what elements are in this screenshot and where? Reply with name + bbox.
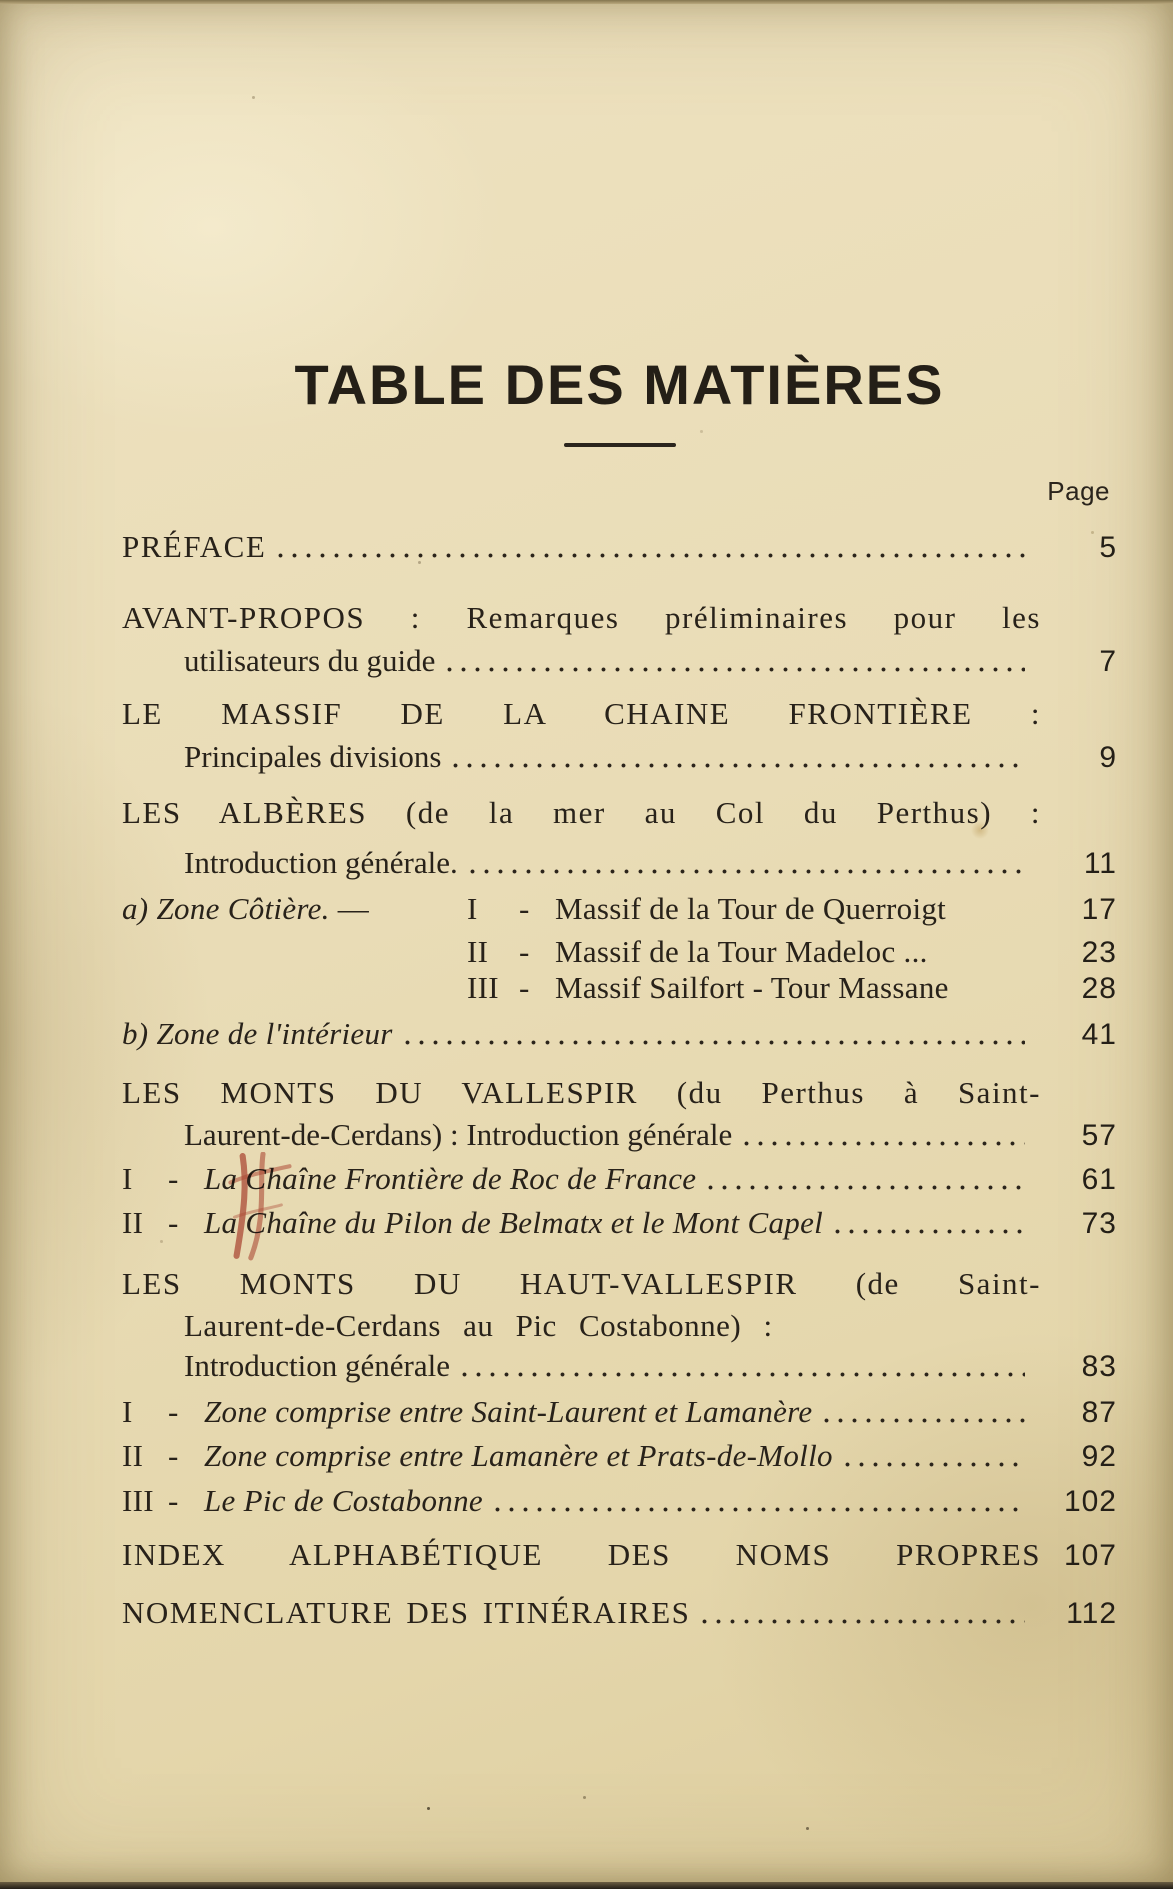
dot-leader: [462, 1372, 1025, 1377]
entry-text-segment: LES ALBÈRES (de la mer au Col du Perthus) :: [122, 795, 1041, 830]
toc-line: [184, 740, 1117, 775]
entry-label: [122, 697, 1041, 731]
entry-text-segment: -: [519, 934, 530, 969]
entry-text-segment: II: [122, 1205, 144, 1240]
toc-entry: [122, 601, 1117, 679]
toc-line: [184, 1118, 1117, 1153]
toc-line: [122, 796, 1117, 830]
entry-text-segment: II: [467, 934, 489, 969]
toc-entry: [122, 1439, 1117, 1474]
page-number: 61: [1081, 1163, 1117, 1196]
entry-label: [122, 1017, 393, 1051]
entry-text-segment: II: [122, 1438, 144, 1473]
toc-line: [122, 530, 1117, 565]
dot-leader: [278, 553, 1025, 558]
toc-entry: [122, 1596, 1117, 1631]
entry-label: [122, 935, 928, 969]
entry-label: [122, 601, 1041, 635]
entry-text-segment: Massif Sailfort - Tour Massane: [555, 970, 949, 1005]
toc-entry: [122, 1267, 1117, 1384]
entry-text-segment: INDEX ALPHABÉTIQUE DES NOMS PROPRES: [122, 1537, 1041, 1572]
dot-leader: [447, 667, 1025, 672]
entry-label: [184, 1349, 450, 1383]
entry-text-segment: Introduction générale: [184, 1348, 450, 1383]
entry-text-segment: LES MONTS DU HAUT-VALLESPIR (de Saint-: [122, 1266, 1041, 1301]
page-number: 87: [1081, 1396, 1117, 1429]
dot-leader: [702, 1619, 1025, 1624]
entry-text-segment: PRÉFACE: [122, 529, 267, 564]
page-number: 9: [1099, 741, 1117, 774]
toc-entry: [122, 971, 1117, 1006]
toc-entry: [122, 1076, 1117, 1153]
page-column-label: Page: [1047, 476, 1110, 506]
entry-label: [122, 1484, 483, 1518]
entry-text-segment: Introduction générale.: [184, 845, 458, 880]
page-number: 107: [1063, 1539, 1117, 1572]
toc-line: [122, 935, 1117, 970]
entry-label: [184, 740, 441, 774]
entry-label: [122, 892, 946, 926]
entry-label: [122, 530, 266, 564]
scan-edge-bottom: [0, 1882, 1173, 1889]
toc-line: [184, 1309, 1117, 1343]
dot-leader: [824, 1418, 1025, 1423]
page-number: 102: [1063, 1485, 1117, 1518]
toc-entry: [122, 1395, 1117, 1430]
toc-line: [122, 1596, 1117, 1631]
dot-leader: [470, 869, 1025, 874]
dot-leader: [708, 1185, 1025, 1190]
entry-label: [184, 1118, 732, 1152]
entry-label: [122, 971, 949, 1005]
toc-entry: [122, 892, 1117, 927]
entry-text-segment: —: [329, 891, 370, 926]
toc-line: [184, 644, 1117, 679]
entry-text-segment: La Chaîne Frontière de Roc de France: [204, 1161, 697, 1196]
page-number: 5: [1099, 531, 1117, 564]
toc-line: [184, 846, 1117, 881]
entry-text-segment: -: [168, 1483, 179, 1518]
dot-leader: [835, 1229, 1025, 1234]
entry-text-segment: b) Zone de l'intérieur: [122, 1016, 393, 1051]
scan-edge-top: [0, 0, 1173, 4]
toc-entry: [122, 1538, 1117, 1573]
entry-text-segment: -: [519, 970, 530, 1005]
dot-leader: [405, 1040, 1025, 1045]
toc-line: [122, 892, 1117, 927]
entry-text-segment: La Chaîne du Pilon de Belmatx et le Mont Capel: [204, 1205, 824, 1240]
toc-line: [122, 1538, 1117, 1573]
toc-line: [184, 1349, 1117, 1384]
toc-line: [122, 1267, 1117, 1301]
page-number: 7: [1099, 645, 1117, 678]
toc-line: [122, 697, 1117, 731]
toc-entry: [122, 1017, 1117, 1052]
toc-line: [122, 601, 1117, 635]
entry-label: [122, 1596, 690, 1630]
toc-line: [122, 1395, 1117, 1430]
entry-text-segment: Laurent-de-Cerdans) : Introduction générale: [184, 1117, 733, 1152]
toc-entry: [122, 697, 1117, 775]
entry-text-segment: -: [168, 1394, 179, 1429]
entry-text-segment: III: [122, 1483, 154, 1518]
toc-line: [122, 1439, 1117, 1474]
entry-text-segment: I: [467, 891, 478, 926]
page-number: 17: [1081, 893, 1117, 926]
page-number: 57: [1081, 1119, 1117, 1152]
page-number: 41: [1081, 1018, 1117, 1051]
page-number: 11: [1083, 847, 1117, 880]
entry-text-segment: Zone comprise entre Lamanère et Prats-de-Mollo: [204, 1438, 833, 1473]
entry-label: [184, 846, 458, 880]
entry-text-segment: I: [122, 1394, 133, 1429]
page-number: 92: [1081, 1440, 1117, 1473]
toc-line: [122, 1076, 1117, 1110]
toc-entry: [122, 530, 1117, 565]
entry-text-segment: Laurent-de-Cerdans au Pic Costabonne) :: [184, 1308, 773, 1343]
entry-label: [122, 796, 1041, 830]
entry-text-segment: LES MONTS DU VALLESPIR (du Perthus à Saint-: [122, 1075, 1041, 1110]
entry-label: [122, 1439, 833, 1473]
red-ink-stain: [226, 1152, 298, 1264]
entry-text-segment: I: [122, 1161, 133, 1196]
dot-leader: [744, 1141, 1025, 1146]
entry-text-segment: LE MASSIF DE LA CHAINE FRONTIÈRE :: [122, 696, 1041, 731]
entry-label: [122, 1076, 1041, 1110]
dot-leader: [453, 763, 1025, 768]
toc-entry: [122, 1484, 1117, 1519]
entry-label: [184, 1309, 773, 1343]
entry-text-segment: -: [168, 1438, 179, 1473]
page-number: 73: [1081, 1207, 1117, 1240]
page-number: 28: [1081, 972, 1117, 1005]
page-number: 23: [1081, 936, 1117, 969]
entry-text-segment: -: [519, 891, 530, 926]
dot-leader: [495, 1507, 1025, 1512]
entry-text-segment: NOMENCLATURE DES ITINÉRAIRES: [122, 1595, 691, 1630]
paper-specks: [0, 0, 3, 3]
toc-entries: [122, 530, 1117, 1631]
entry-text-segment: utilisateurs du guide: [184, 643, 436, 678]
page-number: 83: [1081, 1350, 1117, 1383]
entry-text-segment: -: [168, 1205, 179, 1240]
entry-label: [122, 1162, 696, 1196]
entry-text-segment: Zone comprise entre Saint-Laurent et Lamanère: [204, 1394, 813, 1429]
entry-text-segment: Principales divisions: [184, 739, 442, 774]
entry-label: [184, 644, 435, 678]
entry-text-segment: Massif de la Tour de Querroigt: [555, 891, 947, 926]
page-number: 112: [1066, 1597, 1117, 1630]
toc-line: [122, 971, 1117, 1006]
entry-text-segment: Le Pic de Costabonne: [204, 1483, 483, 1518]
dot-leader: [845, 1462, 1025, 1467]
toc-line: [122, 1484, 1117, 1519]
entry-text-segment: [122, 892, 467, 926]
entry-text-segment: a) Zone Côtière.: [122, 891, 330, 926]
toc-entry: [122, 935, 1117, 970]
entry-text-segment: Massif de la Tour Madeloc ...: [555, 934, 928, 969]
entry-text-segment: AVANT-PROPOS : Remarques préliminaires pour les: [122, 600, 1041, 635]
toc-title: TABLE DES MATIÈRES: [294, 353, 945, 416]
entry-label: [122, 1395, 812, 1429]
toc-entry: [122, 796, 1117, 881]
entry-text-segment: -: [168, 1161, 179, 1196]
entry-label: [122, 1267, 1041, 1301]
toc-line: [122, 1017, 1117, 1052]
entry-label: [122, 1538, 1041, 1572]
entry-text-segment: III: [467, 970, 499, 1005]
